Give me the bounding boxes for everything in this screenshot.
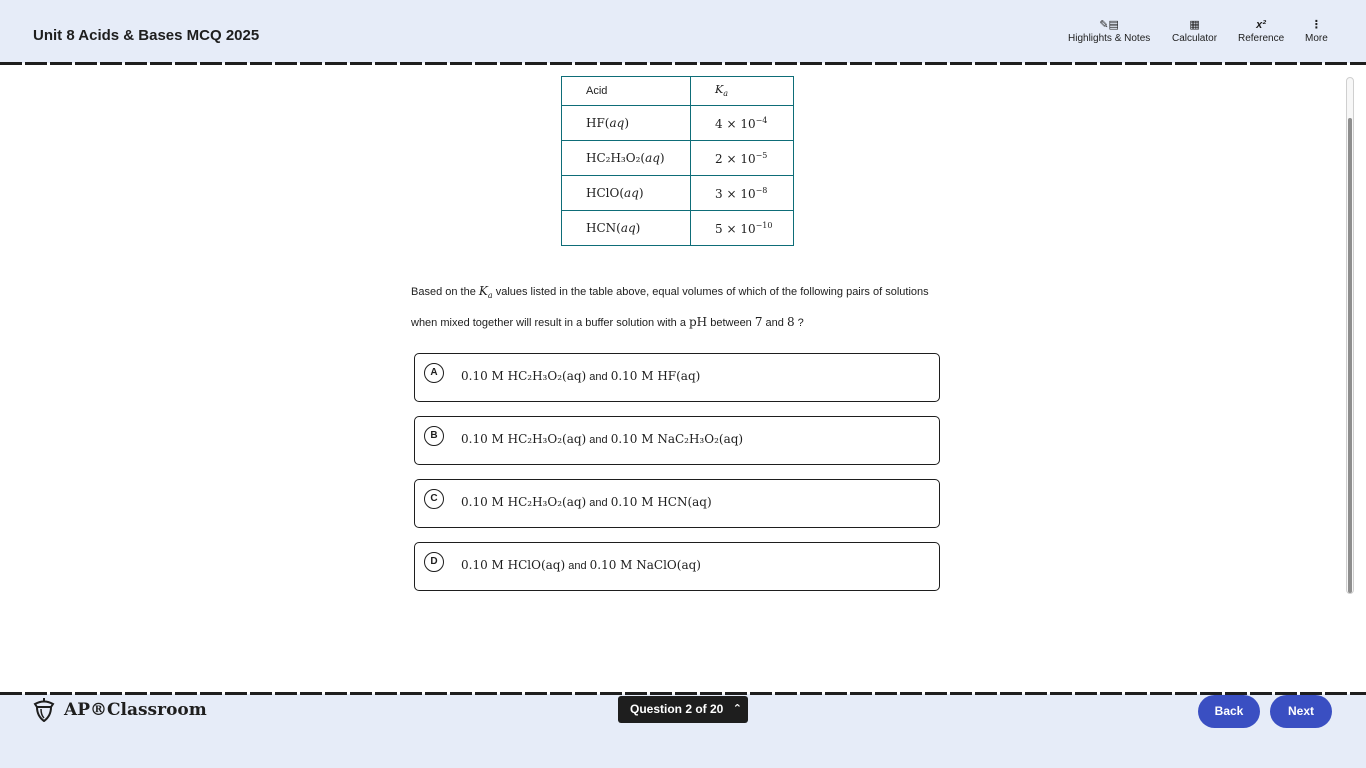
footer-divider bbox=[0, 692, 1366, 695]
highlights-notes-button[interactable] bbox=[1068, 18, 1150, 44]
more-label: More bbox=[1305, 33, 1328, 44]
choice-letter-a: A bbox=[424, 363, 444, 383]
calculator-button[interactable] bbox=[1172, 18, 1217, 44]
acorn-icon bbox=[33, 696, 55, 722]
answer-choice-c[interactable] bbox=[414, 479, 940, 528]
table-row bbox=[562, 106, 794, 141]
more-vertical-icon: ⋮ bbox=[1310, 19, 1322, 31]
ka-table bbox=[561, 76, 794, 246]
question-navigator-button[interactable] bbox=[618, 696, 748, 723]
acid-cell: HF(aq) bbox=[562, 106, 691, 141]
choice-letter-c: C bbox=[424, 489, 444, 509]
acid-cell: HClO(aq) bbox=[562, 176, 691, 211]
acid-header: Acid bbox=[562, 77, 691, 106]
choice-text-b: 0.10 M HC₂H₃O₂(aq) and 0.10 M NaC₂H₃O₂(aq) bbox=[461, 432, 744, 446]
back-button[interactable]: Back bbox=[1198, 695, 1260, 728]
choice-letter-b: B bbox=[424, 426, 444, 446]
acid-cell: HC₂H₃O₂(aq) bbox=[562, 141, 691, 176]
page-title: Unit 8 Acids & Bases MCQ 2025 bbox=[33, 27, 260, 44]
table-row bbox=[562, 176, 794, 211]
ka-header: $K_a$ bbox=[691, 77, 794, 106]
highlight-note-icon: ✎▤ bbox=[1099, 19, 1119, 31]
next-button[interactable]: Next bbox=[1270, 695, 1332, 728]
answer-choice-a[interactable] bbox=[414, 353, 940, 402]
choice-text-d: 0.10 M HClO(aq) and 0.10 M NaClO(aq) bbox=[461, 558, 701, 572]
question-nav-label: Question 2 of 20 bbox=[630, 702, 724, 716]
ka-cell: $2 \times 10^{-5}$ bbox=[691, 141, 794, 176]
question-stem: Based on the $K_a$ values listed in the table above, equal volumes of which of the following pairs of solutions when mixed together will result in a buffer solution with a pH between 7 and 8 ? bbox=[411, 284, 929, 330]
choice-text-a: 0.10 M HC₂H₃O₂(aq) and 0.10 M HF(aq) bbox=[461, 369, 701, 383]
choice-text-c: 0.10 M HC₂H₃O₂(aq) and 0.10 M HCN(aq) bbox=[461, 495, 712, 509]
ka-cell: $5 \times 10^{-10}$ bbox=[691, 211, 794, 246]
answer-choice-d[interactable] bbox=[414, 542, 940, 591]
acid-cell: HCN(aq) bbox=[562, 211, 691, 246]
answer-choice-b[interactable] bbox=[414, 416, 940, 465]
reference-button[interactable] bbox=[1238, 18, 1284, 44]
scrollbar[interactable] bbox=[1346, 77, 1354, 594]
choice-letter-d: D bbox=[424, 552, 444, 572]
ap-classroom-logo bbox=[33, 696, 207, 722]
calculator-icon: ▦ bbox=[1189, 19, 1200, 31]
header-divider bbox=[0, 62, 1366, 65]
brand-name: AP®Classroom bbox=[64, 700, 207, 720]
calculator-label: Calculator bbox=[1172, 33, 1218, 44]
ka-cell: $3 \times 10^{-8}$ bbox=[691, 176, 794, 211]
table-row bbox=[562, 211, 794, 246]
scrollbar-thumb[interactable] bbox=[1348, 118, 1352, 593]
reference-icon: x² bbox=[1256, 19, 1266, 31]
table-header-row bbox=[562, 77, 794, 106]
table-row bbox=[562, 141, 794, 176]
reference-label: Reference bbox=[1238, 33, 1285, 44]
highlights-notes-label: Highlights & Notes bbox=[1068, 33, 1151, 44]
chevron-up-icon: ⌃ bbox=[732, 703, 742, 715]
top-toolbar bbox=[0, 0, 1366, 63]
ka-cell: $4 \times 10^{-4}$ bbox=[691, 106, 794, 141]
more-button[interactable] bbox=[1305, 18, 1328, 44]
